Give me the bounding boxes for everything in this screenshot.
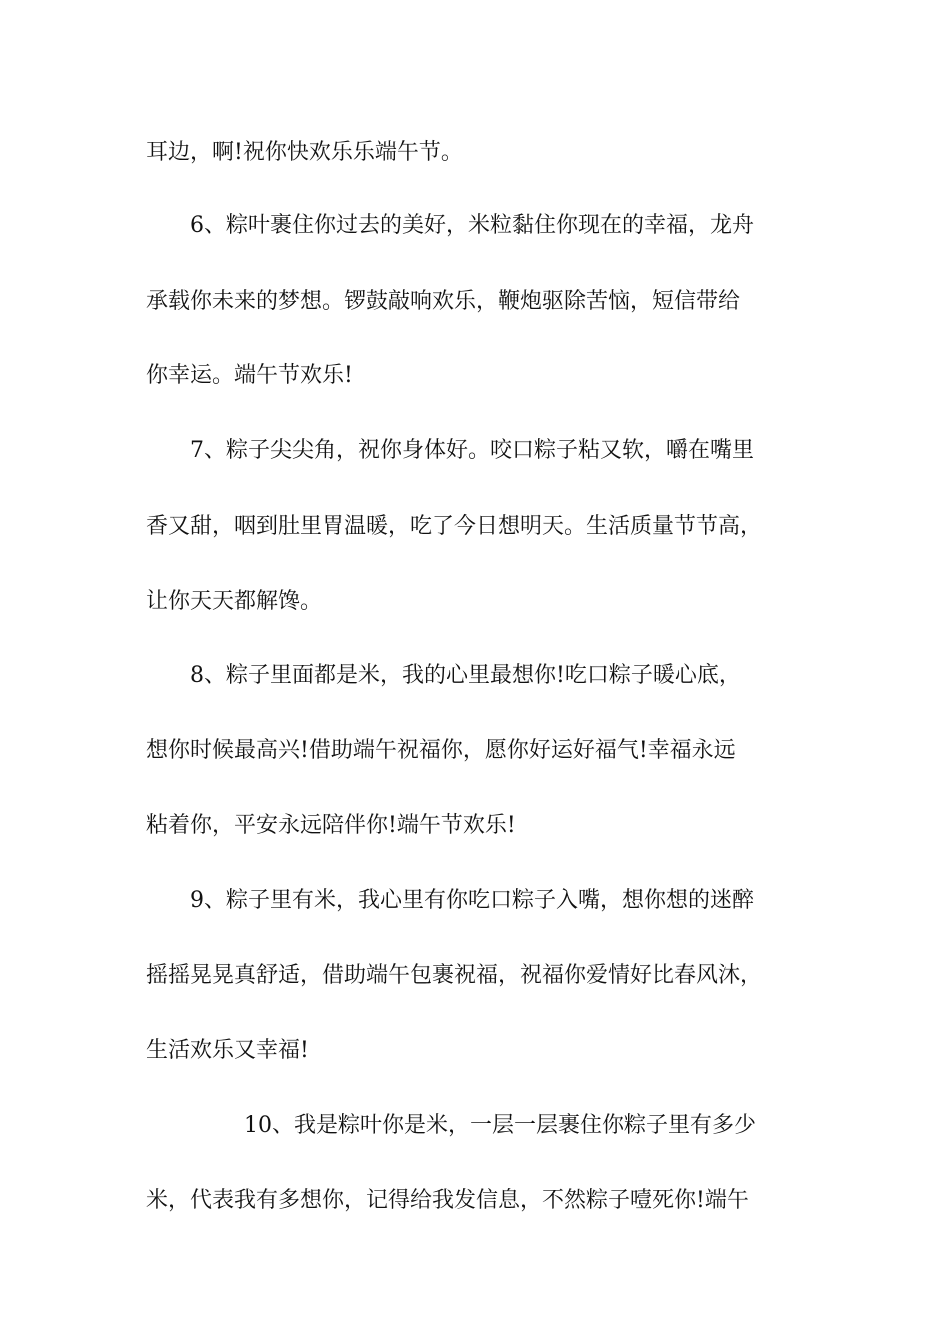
text-line-6: 香又甜，咽到肚里胃温暖，吃了今日想明天。生活质量节节高， bbox=[146, 514, 763, 539]
text-line-14: 10、我是粽叶你是米，一层一层裹住你粽子里有多少 bbox=[244, 1113, 756, 1138]
text-line-7: 让你天天都解馋。 bbox=[146, 589, 323, 614]
text-line-9: 想你时候最高兴!借助端午祝福你，愿你好运好福气!幸福永远 bbox=[146, 738, 736, 763]
text-line-2: 6、粽叶裹住你过去的美好，米粒黏住你现在的幸福，龙舟 bbox=[190, 213, 754, 238]
text-line-4: 你幸运。端午节欢乐! bbox=[146, 363, 353, 388]
text-line-3: 承载你未来的梦想。锣鼓敲响欢乐，鞭炮驱除苦恼，短信带给 bbox=[146, 289, 741, 314]
text-line-12: 摇摇晃晃真舒适，借助端午包裹祝福，祝福你爱情好比春风沐， bbox=[146, 963, 763, 988]
text-line-13: 生活欢乐又幸福! bbox=[146, 1038, 309, 1063]
text-line-15: 米，代表我有多想你，记得给我发信息，不然粽子噎死你!端午 bbox=[146, 1188, 749, 1213]
text-line-5: 7、粽子尖尖角，祝你身体好。咬口粽子粘又软，嚼在嘴里 bbox=[190, 438, 754, 463]
text-line-10: 粘着你，平安永远陪伴你!端午节欢乐! bbox=[146, 813, 516, 838]
text-line-8: 8、粽子里面都是米，我的心里最想你!吃口粽子暖心底， bbox=[190, 663, 741, 688]
text-line-11: 9、粽子里有米，我心里有你吃口粽子入嘴，想你想的迷醉 bbox=[190, 888, 754, 913]
text-line-1: 耳边，啊!祝你快欢乐乐端午节。 bbox=[146, 140, 463, 165]
